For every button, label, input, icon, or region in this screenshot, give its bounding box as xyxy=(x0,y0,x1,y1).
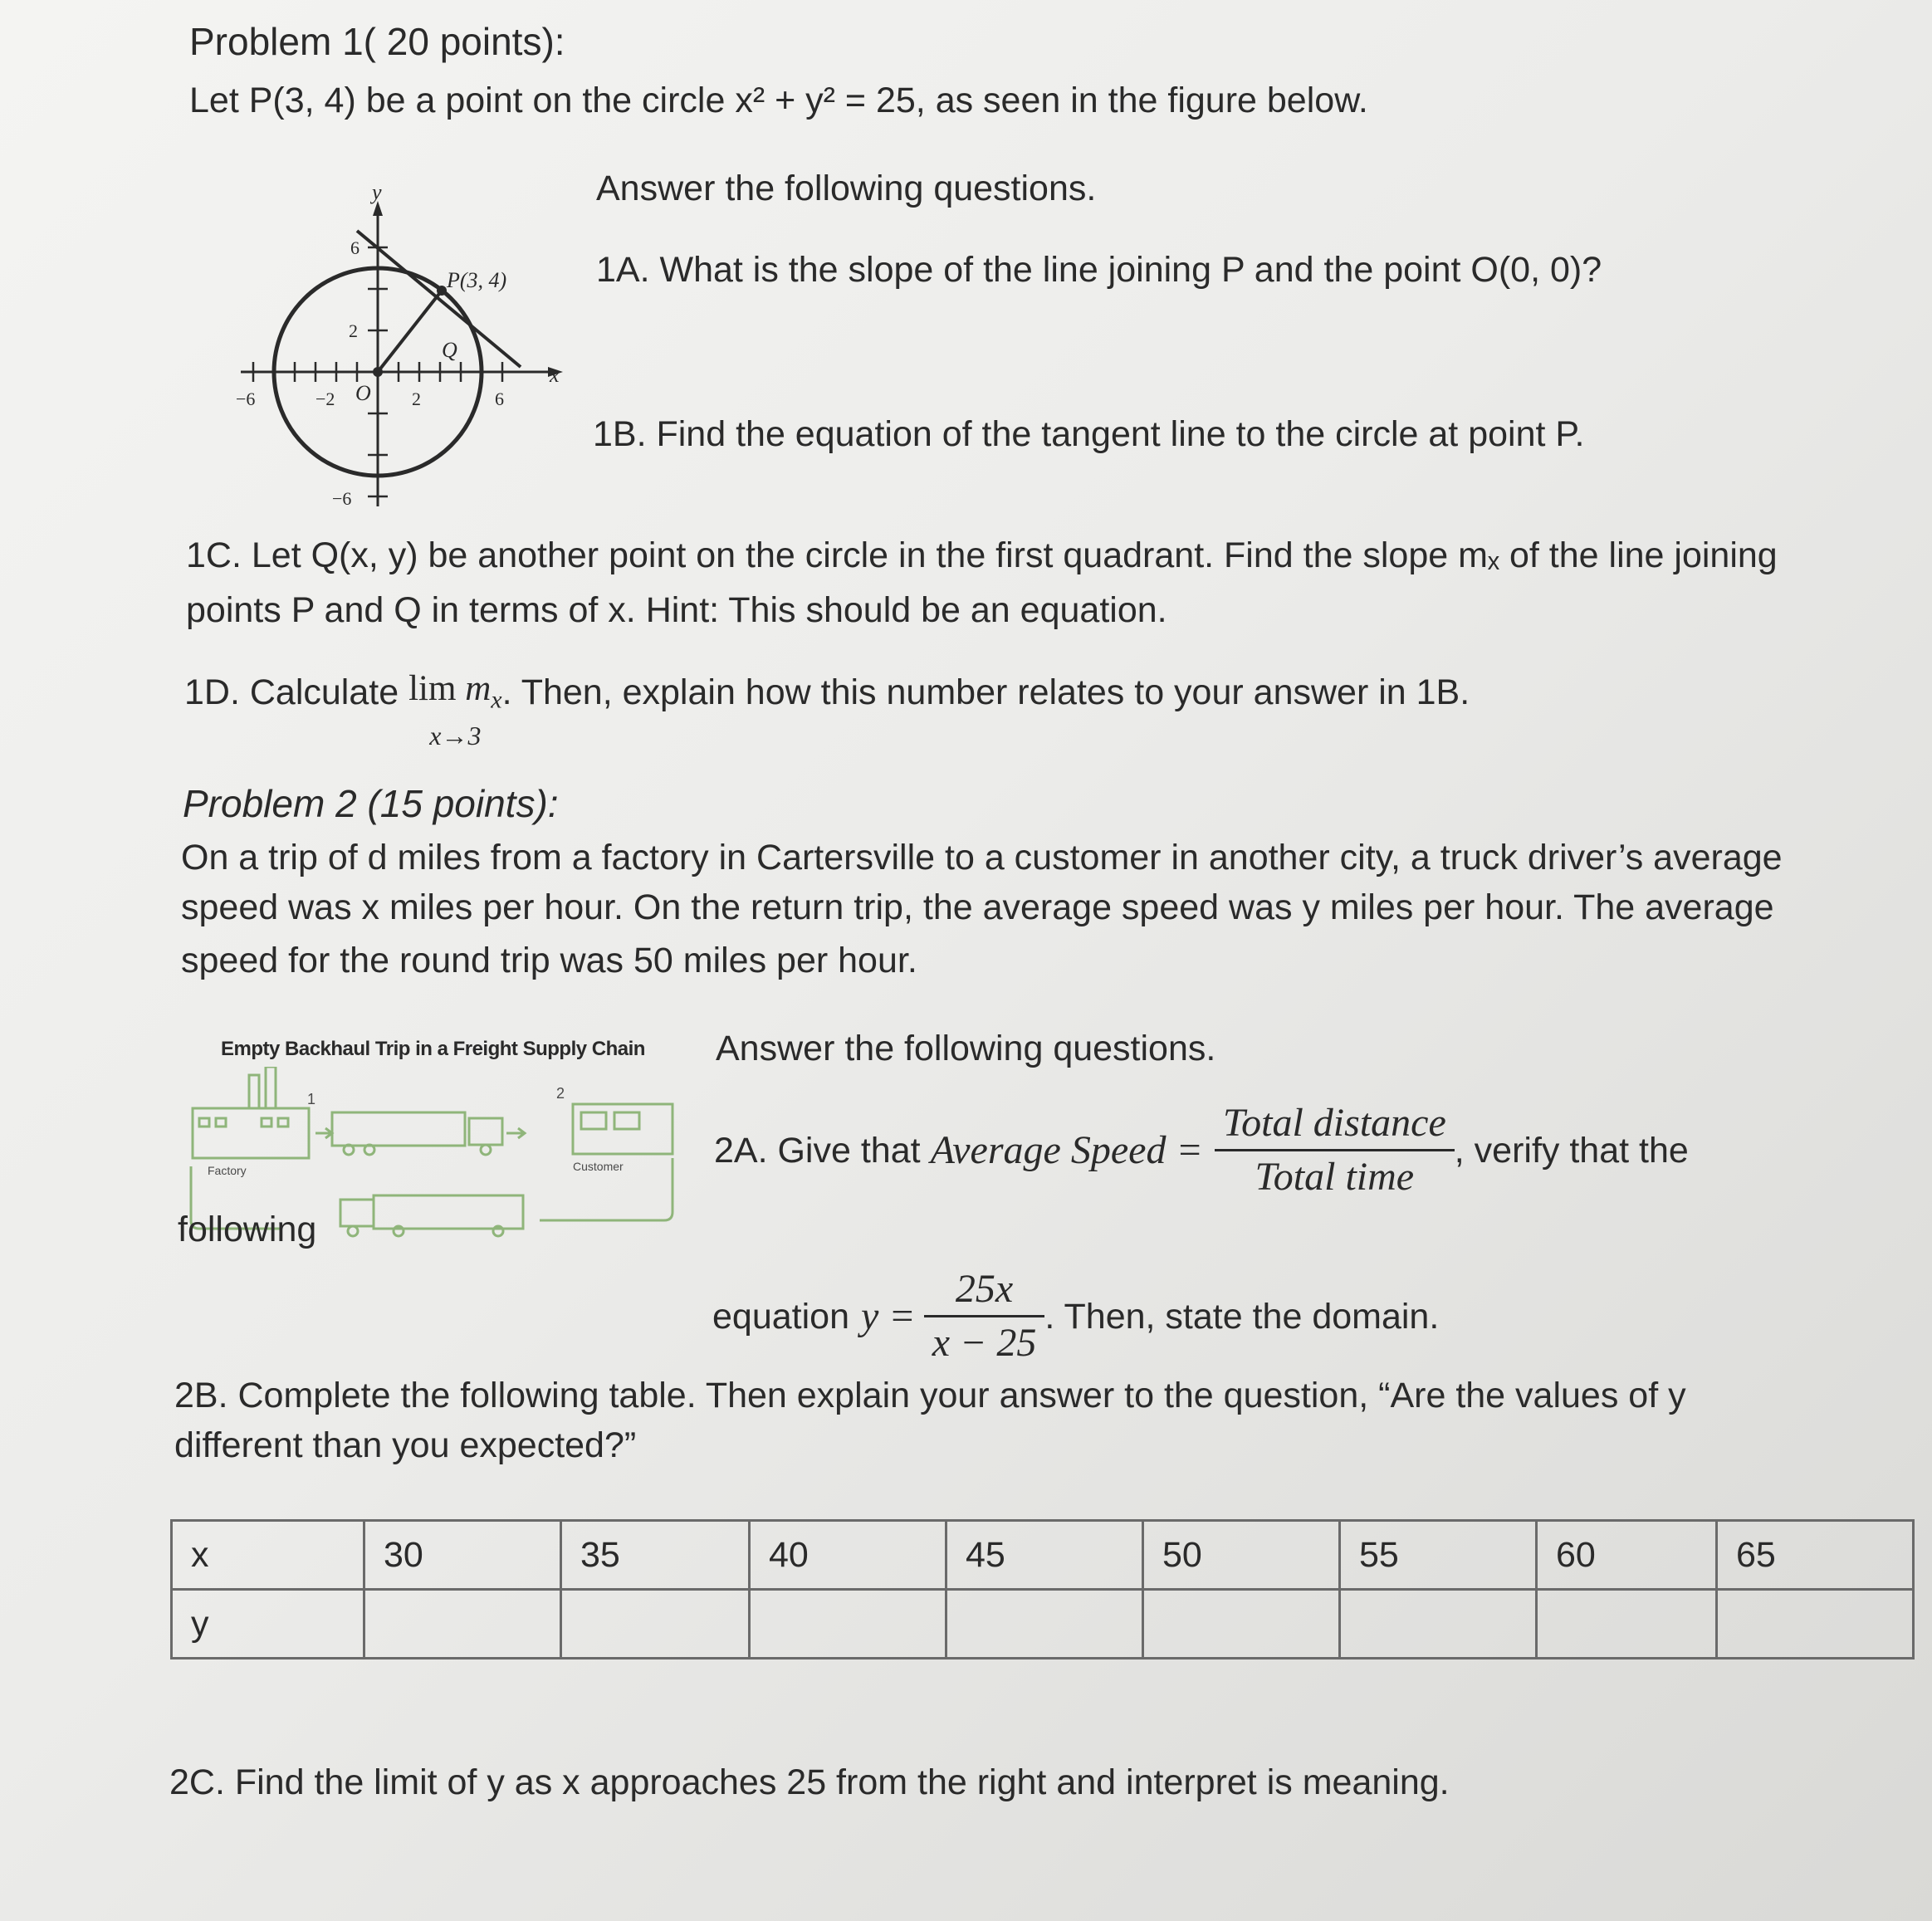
question-2a-following: following xyxy=(178,1210,317,1249)
equation-fraction xyxy=(924,1264,1045,1369)
equation-suffix: . Then, state the domain. xyxy=(1044,1296,1440,1337)
table-cell-y-empty[interactable] xyxy=(1340,1590,1537,1659)
tick-x-neg6: −6 xyxy=(236,389,256,409)
tick-x-neg2: −2 xyxy=(315,389,335,409)
point-p xyxy=(437,286,447,296)
table-cell-y-empty[interactable] xyxy=(750,1590,946,1659)
axis-x-label: x xyxy=(550,363,560,387)
table-cell-x: 35 xyxy=(561,1521,750,1590)
step-2-label: 2 xyxy=(556,1085,565,1102)
question-1c-line1: 1C. Let Q(x, y) be another point on the circle in the first quadrant. Find the slope mₓ of the line joining xyxy=(186,535,1778,575)
fraction-numerator: Total distance xyxy=(1215,1097,1455,1151)
point-o xyxy=(373,367,383,377)
question-1d-suffix: . Then, explain how this number relates to your answer in 1B. xyxy=(501,672,1470,712)
question-1d xyxy=(184,668,1470,750)
limit-sub: x xyxy=(491,686,502,714)
fraction-denominator: Total time xyxy=(1255,1155,1415,1199)
table-row-x xyxy=(172,1521,1914,1590)
table-cell-x: 40 xyxy=(750,1521,946,1590)
equation-denominator: x − 25 xyxy=(932,1321,1037,1365)
table-cell-x: 50 xyxy=(1143,1521,1340,1590)
table-cell-x: 60 xyxy=(1537,1521,1717,1590)
question-2b-line1: 2B. Complete the following table. Then explain your answer to the question, “Are the values of y xyxy=(174,1376,1686,1415)
tangent-line xyxy=(357,231,521,367)
question-1d-prefix: 1D. Calculate xyxy=(184,672,399,712)
factory-label: Factory xyxy=(208,1164,247,1177)
limit-expression xyxy=(408,668,501,750)
limit-m: m xyxy=(465,669,492,708)
origin-label: O xyxy=(355,381,371,405)
problem2-answer-prompt: Answer the following questions. xyxy=(716,1029,1216,1068)
limit-lim: lim xyxy=(408,669,457,708)
tick-x-2: 2 xyxy=(412,389,421,409)
average-speed-fraction xyxy=(1215,1097,1455,1203)
question-1a: 1A. What is the slope of the line joining P and the point O(0, 0)? xyxy=(596,250,1602,290)
problem2-title: Problem 2 (15 points): xyxy=(183,782,559,825)
problem1-answer-prompt: Answer the following questions. xyxy=(596,169,1097,208)
table-header-x: x xyxy=(172,1521,364,1590)
question-1b: 1B. Find the equation of the tangent line to the circle at point P. xyxy=(593,414,1585,454)
problem1-title: Problem 1( 20 points): xyxy=(189,20,565,63)
table-row-y xyxy=(172,1590,1914,1659)
table-cell-x: 45 xyxy=(946,1521,1143,1590)
tick-y-neg6: −6 xyxy=(332,488,352,509)
table-cell-y-empty[interactable] xyxy=(1143,1590,1340,1659)
question-2b-line2: different than you expected?” xyxy=(174,1425,637,1465)
table-cell-x: 55 xyxy=(1340,1521,1537,1590)
empty-truck xyxy=(374,1195,523,1229)
table-header-y: y xyxy=(172,1590,364,1659)
equation-prefix: equation xyxy=(712,1296,849,1337)
limit-under: x→3 xyxy=(429,720,482,750)
loaded-truck xyxy=(332,1112,465,1146)
value-table xyxy=(170,1519,1915,1659)
table-cell-y-empty[interactable] xyxy=(1537,1590,1717,1659)
problem2-para-line2: speed was x miles per hour. On the return trip, the average speed was y miles per hour. The average xyxy=(181,887,1774,927)
customer-label: Customer xyxy=(573,1160,624,1173)
table-cell-y-empty[interactable] xyxy=(364,1590,561,1659)
circle-figure xyxy=(224,174,573,523)
table-cell-x: 65 xyxy=(1717,1521,1914,1590)
tick-y-2: 2 xyxy=(349,320,358,341)
question-2c: 2C. Find the limit of y as x approaches 25 from the right and interpret is meaning. xyxy=(169,1762,1450,1802)
table-cell-y-empty[interactable] xyxy=(561,1590,750,1659)
axis-y-label: y xyxy=(372,180,382,204)
point-p-label: P(3, 4) xyxy=(447,268,507,292)
table-cell-x: 30 xyxy=(364,1521,561,1590)
equation-numerator: 25x xyxy=(924,1264,1045,1317)
question-2a-suffix: , verify that the xyxy=(1454,1130,1689,1171)
problem2-para-line1: On a trip of d miles from a factory in Cartersville to a customer in another city, a truck driver’s average xyxy=(181,838,1783,877)
supply-chain-title: Empty Backhaul Trip in a Freight Supply Chain xyxy=(221,1038,645,1060)
tick-x-6: 6 xyxy=(495,389,504,409)
question-2a xyxy=(714,1097,1689,1203)
tick-y-6: 6 xyxy=(350,237,359,258)
question-2a-equation xyxy=(712,1264,1439,1369)
equation-lhs: y = xyxy=(861,1293,916,1338)
question-1c-line2: points P and Q in terms of x. Hint: This should be an equation. xyxy=(186,590,1167,630)
table-cell-y-empty[interactable] xyxy=(946,1590,1143,1659)
point-q-label: Q xyxy=(442,338,457,362)
step-1-label: 1 xyxy=(307,1091,316,1107)
question-2a-prefix: 2A. Give that xyxy=(714,1130,921,1171)
factory-shape xyxy=(193,1108,309,1158)
average-speed-lhs: Average Speed = xyxy=(930,1127,1203,1172)
problem2-para-line3: speed for the round trip was 50 miles per hour. xyxy=(181,941,917,980)
problem1-intro: Let P(3, 4) be a point on the circle x² + y² = 25, as seen in the figure below. xyxy=(189,81,1368,120)
table-cell-y-empty[interactable] xyxy=(1717,1590,1914,1659)
